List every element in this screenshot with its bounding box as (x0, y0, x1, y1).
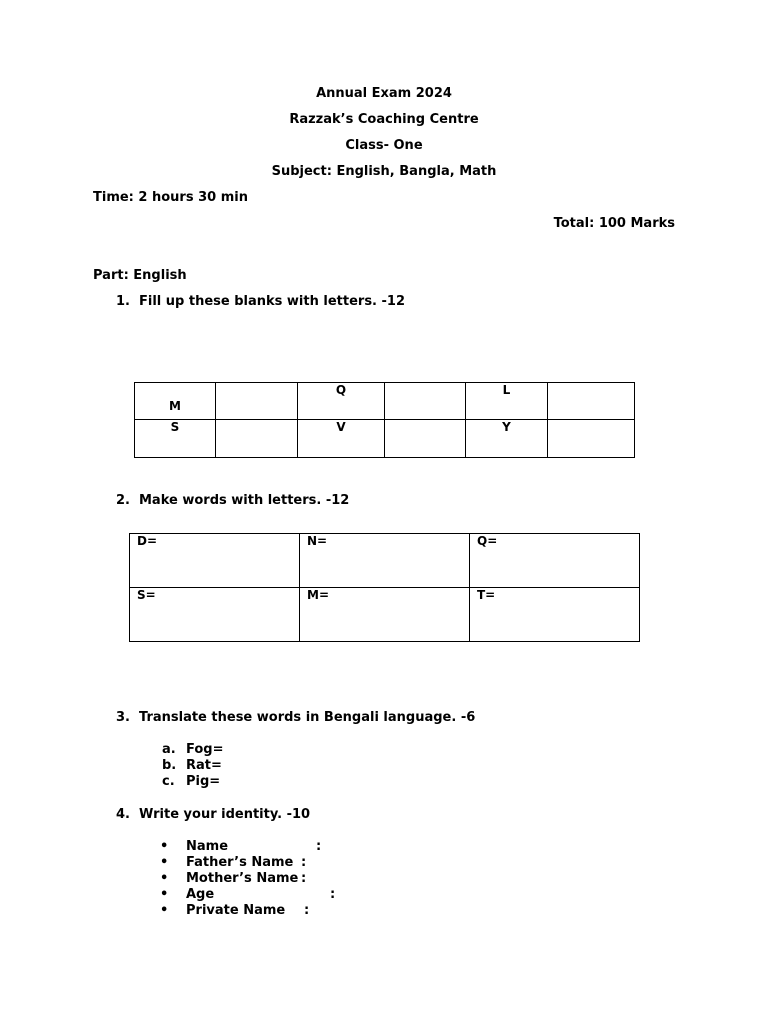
time-label: Time: 2 hours 30 min (93, 190, 248, 205)
make-words-table (129, 533, 640, 642)
blank-cell: V (298, 420, 385, 458)
blank-cell: S (135, 420, 216, 458)
part-label: Part: English (93, 268, 187, 283)
identity-label: Father’s Name (186, 855, 294, 870)
blank-cell (385, 420, 466, 458)
class-label: Class- One (345, 138, 423, 153)
bullet-icon: • (160, 871, 169, 886)
blank-cell: Y (466, 420, 548, 458)
blank-cell (385, 383, 466, 420)
q2-number: 2. (116, 493, 130, 508)
word-cell: N= (300, 534, 470, 588)
blank-cell (216, 420, 298, 458)
identity-colon: : (330, 887, 336, 902)
q2-text: Make words with letters. -12 (139, 493, 350, 508)
word-cell: S= (130, 588, 300, 642)
letter-blanks-table (134, 382, 635, 458)
q4-text: Write your identity. -10 (139, 807, 311, 822)
bullet-icon: • (160, 839, 169, 854)
blank-cell (216, 383, 298, 420)
bullet-icon: • (160, 887, 169, 902)
identity-colon: : (316, 839, 322, 854)
q3-item-marker: a. (162, 742, 176, 757)
blank-cell (548, 383, 635, 420)
q3-item-text: Rat= (186, 758, 222, 773)
word-cell: M= (300, 588, 470, 642)
q3-item-text: Fog= (186, 742, 224, 757)
q3-item-marker: b. (162, 758, 177, 773)
q3-item-marker: c. (162, 774, 175, 789)
q3-item-text: Pig= (186, 774, 221, 789)
q4-number: 4. (116, 807, 130, 822)
bullet-icon: • (160, 855, 169, 870)
blank-cell: L (466, 383, 548, 420)
blank-cell (548, 420, 635, 458)
bullet-icon: • (160, 903, 169, 918)
q1-text: Fill up these blanks with letters. -12 (139, 294, 406, 309)
blank-cell: Q (298, 383, 385, 420)
identity-label: Name (186, 839, 229, 854)
exam-title: Annual Exam 2024 (316, 86, 452, 101)
identity-colon: : (301, 871, 307, 886)
identity-label: Age (186, 887, 215, 902)
q3-number: 3. (116, 710, 130, 725)
identity-label: Private Name (186, 903, 286, 918)
q3-text: Translate these words in Bengali language. -6 (139, 710, 476, 725)
word-cell: D= (130, 534, 300, 588)
identity-label: Mother’s Name (186, 871, 299, 886)
identity-colon: : (301, 855, 307, 870)
word-cell: Q= (470, 534, 640, 588)
total-marks: Total: 100 Marks (553, 216, 675, 231)
identity-colon: : (304, 903, 310, 918)
subject-label: Subject: English, Bangla, Math (271, 164, 497, 179)
q1-number: 1. (116, 294, 130, 309)
blank-cell: M (135, 383, 216, 420)
centre-name: Razzak’s Coaching Centre (289, 112, 479, 127)
word-cell: T= (470, 588, 640, 642)
